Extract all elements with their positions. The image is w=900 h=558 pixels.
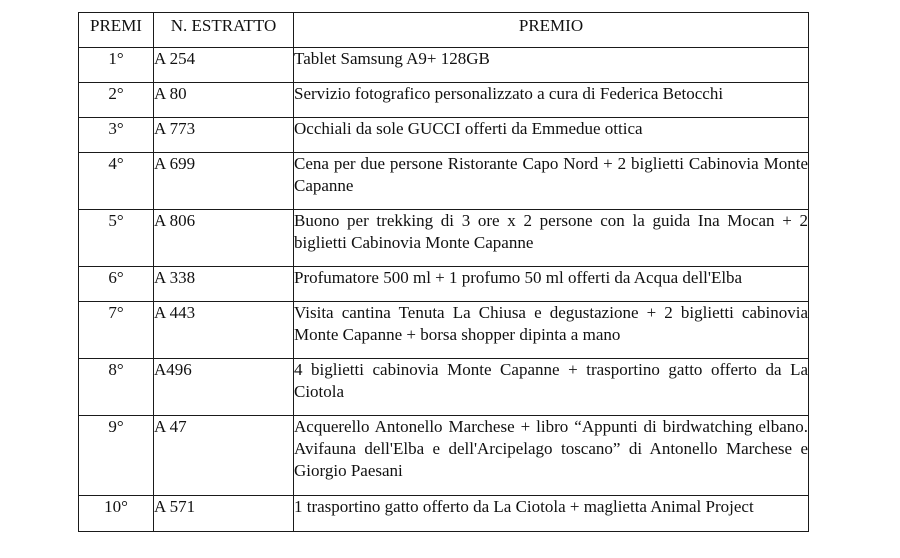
table-row [79,267,809,302]
code-cell: A 338 [154,267,294,302]
prize-table [78,12,809,532]
table-row [79,302,809,359]
code-cell: A 80 [154,83,294,118]
table-header [79,13,809,48]
rank-cell: 7° [79,302,154,359]
rank-cell: 10° [79,496,154,532]
code-cell: A 773 [154,118,294,153]
prize-cell: Cena per due persone Ristorante Capo Nord + 2 biglietti Cabinovia Monte Capanne [294,153,809,210]
code-cell: A496 [154,359,294,416]
table-row [79,416,809,496]
table-row [79,48,809,83]
rank-cell: 5° [79,210,154,267]
rank-cell: 2° [79,83,154,118]
header-row [79,13,809,48]
code-cell: A 571 [154,496,294,532]
table-row [79,359,809,416]
prize-cell: Visita cantina Tenuta La Chiusa e degustazione + 2 biglietti cabinovia Monte Capanne + borsa shopper dipinta a mano [294,302,809,359]
table-row [79,83,809,118]
rank-cell: 3° [79,118,154,153]
header-code: N. ESTRATTO [154,13,294,48]
prize-cell: Profumatore 500 ml + 1 profumo 50 ml offerti da Acqua dell'Elba [294,267,809,302]
code-cell: A 699 [154,153,294,210]
prize-cell: Tablet Samsung A9+ 128GB [294,48,809,83]
prize-cell: Occhiali da sole GUCCI offerti da Emmedue ottica [294,118,809,153]
prize-cell: Servizio fotografico personalizzato a cura di Federica Betocchi [294,83,809,118]
table-row [79,118,809,153]
prize-cell: 1 trasportino gatto offerto da La Ciotola + maglietta Animal Project [294,496,809,532]
table-row [79,496,809,532]
prize-cell: Buono per trekking di 3 ore x 2 persone con la guida Ina Mocan + 2 biglietti Cabinovia Monte Capanne [294,210,809,267]
code-cell: A 47 [154,416,294,496]
code-cell: A 806 [154,210,294,267]
rank-cell: 6° [79,267,154,302]
table-body [79,48,809,532]
rank-cell: 4° [79,153,154,210]
table-row [79,210,809,267]
rank-cell: 9° [79,416,154,496]
header-rank: PREMI [79,13,154,48]
table-row [79,153,809,210]
header-prize: PREMIO [294,13,809,48]
code-cell: A 254 [154,48,294,83]
code-cell: A 443 [154,302,294,359]
rank-cell: 1° [79,48,154,83]
rank-cell: 8° [79,359,154,416]
prize-cell: Acquerello Antonello Marchese + libro “Appunti di birdwatching elbano. Avifauna dell'Elba e dell'Arcipelago toscano” di Antonello Marchese e Giorgio Paesani [294,416,809,496]
prize-cell: 4 biglietti cabinovia Monte Capanne + trasportino gatto offerto da La Ciotola [294,359,809,416]
